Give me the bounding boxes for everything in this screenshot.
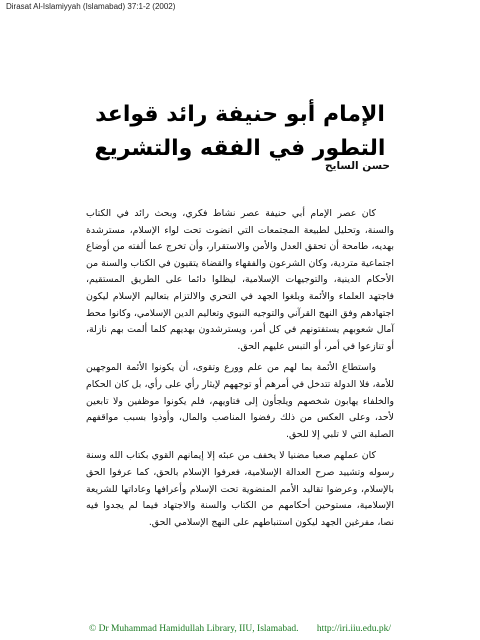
title-line-1: الإمام أبو حنيفة رائد قواعد xyxy=(95,102,385,127)
paragraph: كان عملهم صعبا مضنيا لا يخفف من عبئه إلا إيمانهم القوي بكتاب الله وسنة رسوله وتشييد صرح العدالة الإسلامية، فعرفوا الإسلام بالحق، كما عرفوا الحق بالإسلام، وعرضوا تقاليد الأمم المنضوية تحت الإسلام وأعرافها وعاداتها للشريعة الإسلامية، مستوحين أحكامهم من الكتاب والسنة والاجتهاد فيما لم يجدوا فيه نصا، مفرغين الجهد ليكون استنباطهم على النهج الإسلامي الحق. xyxy=(86,450,394,528)
paragraph: كان عصر الإمام أبي حنيفة عصر نشاط فكري، وبحث رائد في الكتاب والسنة، وتحليل لطبيعة المجتمعات التي انضوت تحت لواء الإسلام، مسترشدة بهديه، طامحة أن تحقق العدل والأمن والاستقرار، وأن تخرج عما ألفته من أوضاع اجتماعية متردية، وكان الشرعون والفقهاء والقضاة يتقيون في الكتاب والسنة من الأحكام الدينية، والتوجيهات الإسلامية، ليظلوا دائما على الطريق المستقيم، فاجتهد العلماء والأئمة وبلغوا الجهد في التحري والالتزام بتعاليم الإسلام ليكون اجتهادهم وفق النهج القرآني والتوجيه النبوي وتعاليم الدين الإسلامي، وكانوا محط آمال شعوبهم يستفتونهم في كل أمر، ويسترشدون بهديهم كلما ألمت بهم نازلة، أو تنازعوا في أمر، أو التبس عليهم الحق. xyxy=(86,208,394,352)
footer-url[interactable]: http://iri.iiu.edu.pk/ xyxy=(316,624,391,634)
title-line-2: التطور في الفقه والتشريع xyxy=(94,136,386,161)
article-body xyxy=(86,206,394,536)
author-name: حسن السايح xyxy=(324,160,390,172)
article-title xyxy=(60,98,420,166)
paragraph: واستطاع الأئمة بما لهم من علم وورع وتقوى، أن يكونوا الأئمة الموجهين للأمة، فلا الدولة تتدخل في أمرهم أو توجههم لإيثار رأي على رأي، بل كان الحكام والخلفاء يهابون شخصهم ويلجأون إلى فتاويهم، فلم يكونوا موظفين ولا تابعين لأحد، وعلى العكس من ذلك رفضوا المناصب والمال، وأوذوا بسبب مواقفهم الصلبة التي لا تلبي إلا للحق. xyxy=(86,362,394,440)
footer-credit: © Dr Muhammad Hamidullah Library, IIU, Islamabad. xyxy=(88,624,299,634)
running-head: Dirasat Al-Islamiyyah (Islamabad) 37:1-2 (2002) xyxy=(6,2,176,11)
copyright-footer xyxy=(0,624,480,634)
